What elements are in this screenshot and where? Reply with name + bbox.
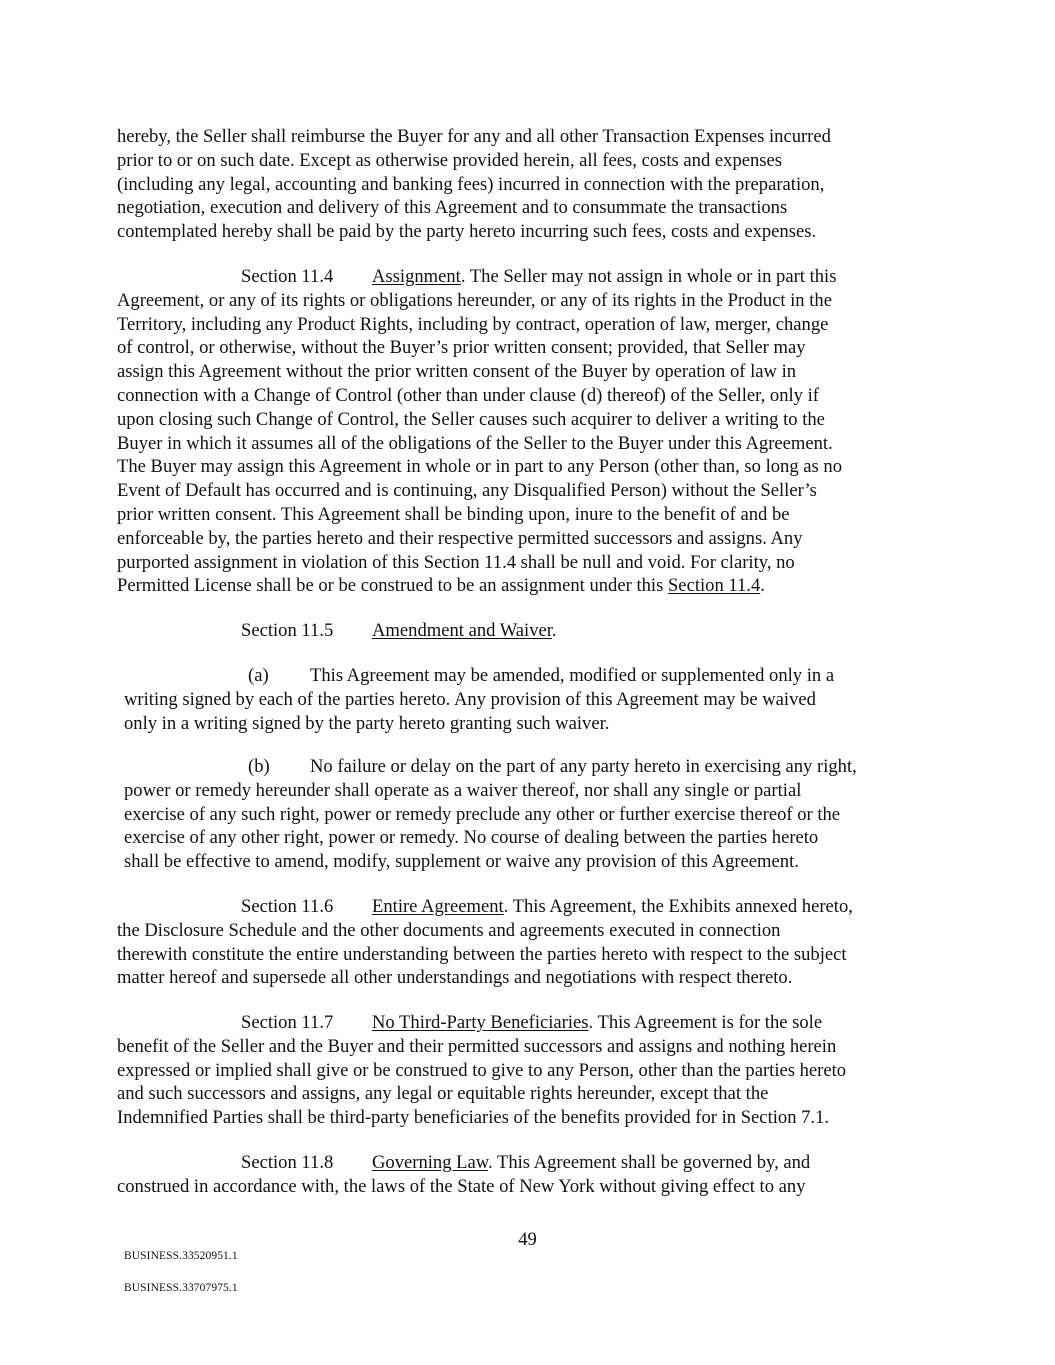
text-line: Territory, including any Product Rights, including by contract, operation of law, merger, change [117, 313, 829, 335]
section-11-4-assignment [117, 265, 932, 598]
text-line: (including any legal, accounting and banking fees) incurred in connection with the preparation, [117, 173, 825, 195]
text-run: . This Agreement is for the sole [588, 1012, 823, 1033]
text-line [117, 574, 932, 598]
text-line: hereby, the Seller shall reimburse the Buyer for any and all other Transaction Expenses incurred [117, 126, 831, 147]
text-run: . [551, 620, 557, 641]
text-line: negotiation, execution and delivery of this Agreement and to consummate the transactions [117, 197, 788, 219]
text-line: exercise of any other right, power or remedy. No course of dealing between the parties hereto [124, 827, 819, 849]
text-line: Buyer in which it assumes all of the obligations of the Seller to the Buyer under this Agreement. [117, 432, 833, 454]
text-line: prior written consent. This Agreement shall be binding upon, inure to the benefit of and be [117, 503, 790, 525]
text-run: No failure or delay on the part of any party hereto in exercising any right, [310, 756, 857, 777]
section-11-6-entire-agreement [117, 895, 932, 990]
text-line: shall be effective to amend, modify, supplement or waive any provision of this Agreement. [124, 851, 799, 873]
text-line: only in a writing signed by the party hereto granting such waiver. [124, 712, 610, 734]
text-line: and such successors and assigns, any legal or equitable rights hereunder, except that the [117, 1083, 769, 1105]
text-line: of control, or otherwise, without the Buyer’s prior written consent; provided, that Seller may [117, 337, 806, 359]
text-line: assign this Agreement without the prior written consent of the Buyer by operation of law in [117, 361, 797, 383]
section-heading-line [117, 265, 932, 289]
clause-label: (a) [248, 665, 269, 686]
text-line: connection with a Change of Control (other than under clause (d) thereof) of the Seller, only if [117, 384, 819, 406]
section-title: No Third-Party Beneficiaries [372, 1012, 589, 1033]
section-title: Assignment [372, 266, 461, 287]
page-number: 49 [518, 1229, 537, 1250]
text-line: the Disclosure Schedule and the other documents and agreements executed in connection [117, 919, 781, 941]
text-line: Indemnified Parties shall be third-party beneficiaries of the benefits provided for in Section 7.1. [117, 1107, 830, 1129]
text-line: The Buyer may assign this Agreement in whole or in part to any Person (other than, so long as no [117, 456, 843, 478]
footer-document-id: BUSINESS.33520951.1 [124, 1250, 238, 1262]
section-number: Section 11.7 [241, 1012, 334, 1033]
text-line: matter hereof and supersede all other understandings and negotiations with respect thereto. [117, 967, 793, 989]
section-11-7-no-third-party-beneficiaries [117, 1011, 932, 1130]
text-line: therewith constitute the entire understanding between the parties hereto with respect to the subject [117, 943, 847, 965]
section-title: Entire Agreement [372, 896, 504, 917]
section-11-5-heading [117, 619, 932, 643]
section-number: Section 11.6 [241, 896, 334, 917]
text-run: . The Seller may not assign in whole or in part this [460, 266, 837, 287]
text-line: expressed or implied shall give or be construed to give to any Person, other than the parties hereto [117, 1059, 847, 1081]
text-line: writing signed by each of the parties hereto. Any provision of this Agreement may be waived [124, 688, 816, 710]
clause-label: (b) [248, 756, 270, 777]
text-run: This Agreement may be amended, modified or supplemented only in a [310, 665, 835, 686]
text-line: purported assignment in violation of this Section 11.4 shall be null and void. For clarity, no [117, 551, 795, 573]
section-cross-reference: Section 11.4 [667, 575, 761, 597]
text-line: benefit of the Seller and the Buyer and their permitted successors and assigns and nothing herein [117, 1035, 837, 1057]
section-number: Section 11.4 [241, 266, 334, 287]
paragraph-transaction-expenses [117, 125, 932, 244]
text-line: Agreement, or any of its rights or obligations hereunder, or any of its rights in the Product in the [117, 289, 832, 311]
footer-document-id: BUSINESS.33707975.1 [124, 1282, 238, 1294]
text-line: contemplated hereby shall be paid by the party hereto incurring such fees, costs and expenses. [117, 221, 817, 243]
section-number: Section 11.5 [241, 620, 334, 641]
text-line: exercise of any such right, power or remedy preclude any other or further exercise thereof or the [124, 803, 841, 825]
text-line: prior to or on such date. Except as otherwise provided herein, all fees, costs and expenses [117, 149, 783, 171]
text-run: Permitted License shall be or be construed to be an assignment under this [117, 575, 668, 597]
text-line: upon closing such Change of Control, the Seller causes such acquirer to deliver a writing to the [117, 408, 825, 430]
text-run: . [760, 575, 765, 597]
section-11-5-a [124, 664, 939, 735]
text-line: power or remedy hereunder shall operate as a waiver thereof, nor shall any single or partial [124, 779, 802, 801]
section-number: Section 11.8 [241, 1152, 334, 1173]
section-title: Amendment and Waiver [372, 620, 552, 641]
section-title: Governing Law [372, 1152, 489, 1173]
text-run: . This Agreement shall be governed by, and [488, 1152, 811, 1173]
text-line: construed in accordance with, the laws of the State of New York without giving effect to any [117, 1175, 806, 1197]
text-line: Event of Default has occurred and is continuing, any Disqualified Person) without the Seller’s [117, 480, 817, 502]
text-run: . This Agreement, the Exhibits annexed hereto, [503, 896, 853, 917]
section-11-8-governing-law [117, 1151, 932, 1199]
section-11-5-b [124, 755, 939, 874]
text-line: enforceable by, the parties hereto and their respective permitted successors and assigns. Any [117, 527, 803, 549]
